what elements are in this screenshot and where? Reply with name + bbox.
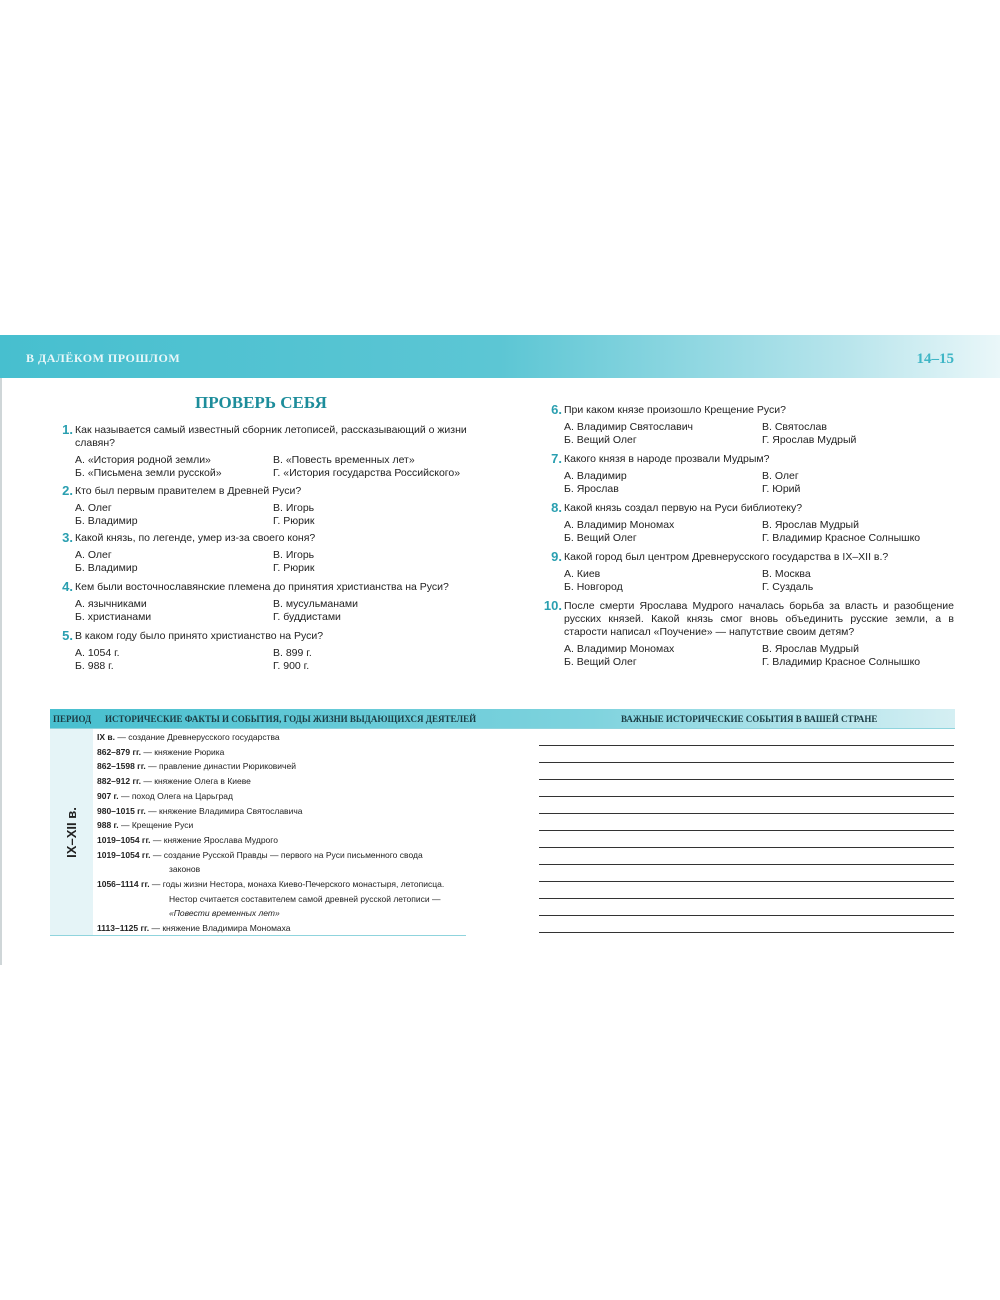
event-date: 1019–1054 гг. (97, 834, 151, 845)
answer-option[interactable]: Г. 900 г. (273, 660, 310, 672)
answer-line[interactable] (539, 830, 954, 831)
answer-option[interactable]: А. Олег (75, 502, 112, 514)
event-row (97, 921, 467, 936)
event-date: 1113–1125 гг. (97, 923, 150, 934)
answer-option[interactable]: А. Владимир Мономах (564, 519, 675, 531)
event-date: 862–879 гг. (97, 746, 142, 757)
answer-line[interactable] (539, 881, 954, 882)
question (551, 402, 954, 447)
answer-option[interactable]: Б. Владимир (75, 562, 138, 574)
question-text: Кем были восточнославянские племена до принятия христианства на Руси? (75, 581, 449, 593)
question (62, 628, 470, 673)
answer-line[interactable] (539, 813, 954, 814)
event-text: — княжение Рюрика (141, 746, 225, 757)
answer-option[interactable]: В. Ярослав Мудрый (762, 643, 859, 655)
event-text: — поход Олега на Царьград (118, 790, 233, 801)
answer-option[interactable]: Б. Вещий Олег (564, 532, 637, 544)
answer-option[interactable]: Г. Суздаль (762, 581, 814, 593)
answer-option[interactable]: В. Игорь (273, 549, 315, 561)
col-facts: ИСТОРИЧЕСКИЕ ФАКТЫ И СОБЫТИЯ, ГОДЫ ЖИЗНИ ВЫДАЮЩИХСЯ ДЕЯТЕЛЕЙ (105, 714, 477, 724)
question (62, 530, 470, 575)
answer-option[interactable]: Б. «Письмена земли русской» (75, 467, 222, 479)
question-text: Какой князь создал первую на Руси библиотеку? (564, 502, 803, 514)
answer-option[interactable]: Г. «История государства Российского» (273, 467, 461, 479)
answer-line[interactable] (539, 779, 954, 780)
answer-option[interactable]: Г. Владимир Красное Солнышко (762, 656, 921, 668)
col-period: ПЕРИОД (53, 714, 92, 724)
answer-option[interactable]: А. Владимир Святославич (564, 421, 694, 433)
answer-line[interactable] (539, 796, 954, 797)
event-date: 882–912 гг. (97, 776, 142, 787)
question (551, 500, 954, 545)
event-row (97, 848, 467, 877)
question-number: 3. (62, 530, 73, 545)
question-number: 7. (551, 451, 562, 466)
question (543, 598, 954, 669)
table-header (50, 709, 955, 728)
question-text: Какой князь, по легенде, умер из-за своего коня? (75, 532, 316, 544)
event-text-cont: «Повести временных лет» (169, 908, 280, 919)
answer-option[interactable]: В. 899 г. (273, 647, 312, 659)
answer-option[interactable]: А. Владимир Мономах (564, 643, 675, 655)
answer-option[interactable]: Б. Новгород (564, 581, 623, 593)
col-country: ВАЖНЫЕ ИСТОРИЧЕСКИЕ СОБЫТИЯ В ВАШЕЙ СТРАНЕ (621, 714, 878, 724)
event-row (97, 730, 467, 745)
event-date: 1056–1114 гг. (97, 879, 150, 889)
event-text: — княжение Олега в Киеве (141, 776, 251, 787)
event-row (97, 818, 467, 833)
event-date: 988 г. (97, 820, 119, 831)
event-date: IX в. (97, 732, 115, 742)
question-number: 5. (62, 628, 73, 643)
question-text: В каком году было принято христианство на Руси? (75, 630, 324, 642)
event-row (97, 759, 467, 774)
question (551, 549, 954, 594)
question-number: 4. (62, 579, 73, 594)
event-text: — создание Древнерусского государства (114, 732, 280, 742)
event-row (97, 774, 467, 789)
question (62, 422, 470, 480)
answer-line[interactable] (539, 864, 954, 865)
event-date: 1019–1054 гг. (97, 849, 151, 860)
answer-line[interactable] (539, 762, 954, 763)
event-date: 862–1598 гг. (97, 761, 146, 772)
event-text: — княжение Ярослава Мудрого (150, 834, 278, 845)
answer-option[interactable]: В. Олег (762, 470, 799, 482)
answer-option[interactable]: В. Ярослав Мудрый (762, 519, 859, 531)
answer-line[interactable] (539, 915, 954, 916)
event-text: — годы жизни Нестора, монаха Киево-Печерского монастыря, летописца. (149, 879, 445, 889)
answer-option[interactable]: Г. буддистами (273, 611, 341, 623)
question-number: 1. (62, 422, 73, 437)
answer-line[interactable] (539, 898, 954, 899)
event-text-cont: Нестор считается составителем самой древней русской летописи — (169, 893, 441, 904)
answer-option[interactable]: Б. Ярослав (564, 483, 619, 495)
answer-option[interactable]: Г. Рюрик (273, 562, 315, 574)
question-number: 8. (551, 500, 562, 515)
question-text: Какой город был центром Древнерусского государства в IX–XII в.? (564, 551, 889, 563)
event-date: 907 г. (97, 790, 119, 801)
event-row (97, 804, 467, 819)
question (62, 483, 470, 528)
answer-option[interactable]: В. Москва (762, 568, 811, 580)
event-row (97, 789, 467, 804)
event-text: — княжение Владимира Мономаха (149, 923, 291, 934)
question (62, 579, 470, 624)
answer-option[interactable]: В. Игорь (273, 502, 315, 514)
question-text: Какого князя в народе прозвали Мудрым? (564, 453, 770, 465)
answer-option[interactable]: В. «Повесть временных лет» (273, 454, 415, 466)
question-number: 10. (543, 598, 562, 613)
answer-option[interactable]: Г. Рюрик (273, 515, 315, 527)
event-date: 980–1015 гг. (97, 805, 146, 816)
answer-line[interactable] (539, 847, 954, 848)
answer-option[interactable]: Б. Вещий Олег (564, 434, 637, 446)
divider (50, 728, 955, 729)
answer-option[interactable]: А. Владимир (564, 470, 627, 482)
period-label: IX–XII в. (64, 806, 79, 858)
answer-option[interactable]: Г. Владимир Красное Солнышко (762, 532, 921, 544)
event-text: — княжение Владимира Святославича (145, 805, 303, 816)
page-numbers: 14–15 (916, 351, 954, 367)
answer-option[interactable]: А. язычниками (75, 598, 147, 610)
answer-line[interactable] (539, 932, 954, 933)
answer-option[interactable]: Б. христианами (75, 611, 152, 623)
answer-option[interactable]: Б. 988 г. (75, 660, 114, 672)
section-title: В ДАЛЁКОМ ПРОШЛОМ (26, 351, 181, 365)
answer-option[interactable]: Г. Ярослав Мудрый (762, 434, 857, 446)
event-text: — правление династии Рюриковичей (145, 761, 296, 772)
question-text: Кто был первым правителем в Древней Руси? (75, 485, 302, 497)
answer-line[interactable] (539, 745, 954, 746)
event-row (97, 745, 467, 760)
answer-option[interactable]: Б. Вещий Олег (564, 656, 637, 668)
answer-option[interactable]: Б. Владимир (75, 515, 138, 527)
quiz-title: ПРОВЕРЬ СЕБЯ (195, 393, 327, 412)
event-text-cont: законов (169, 864, 201, 875)
answer-option[interactable]: А. 1054 г. (75, 647, 120, 659)
question-number: 6. (551, 402, 562, 417)
question-number: 9. (551, 549, 562, 564)
event-row (97, 833, 467, 848)
question-text: Как называется самый известный сборник летописей, рассказывающий о жизни славян? (75, 424, 467, 449)
answer-option[interactable]: В. Святослав (762, 421, 827, 433)
page-edge (0, 335, 2, 965)
question-number: 2. (62, 483, 73, 498)
question-text: После смерти Ярослава Мудрого началась борьба за власть и разобщение русских князей. Какой князь смог вновь объединить русские земли, а в старости написал «Поучение» — напутствие своим детям? (564, 600, 954, 638)
question (551, 451, 954, 496)
event-text: — создание Русской Правды — первого на Руси письменного свода (150, 849, 423, 860)
question-text: При каком князе произошло Крещение Руси? (564, 404, 786, 416)
event-text: — Крещение Руси (118, 820, 194, 831)
event-row (97, 877, 467, 921)
answer-option[interactable]: В. мусульманами (273, 598, 358, 610)
answer-option[interactable]: А. «История родной земли» (75, 454, 211, 466)
answer-option[interactable]: А. Киев (564, 568, 601, 580)
answer-option[interactable]: А. Олег (75, 549, 112, 561)
answer-option[interactable]: Г. Юрий (762, 483, 801, 495)
